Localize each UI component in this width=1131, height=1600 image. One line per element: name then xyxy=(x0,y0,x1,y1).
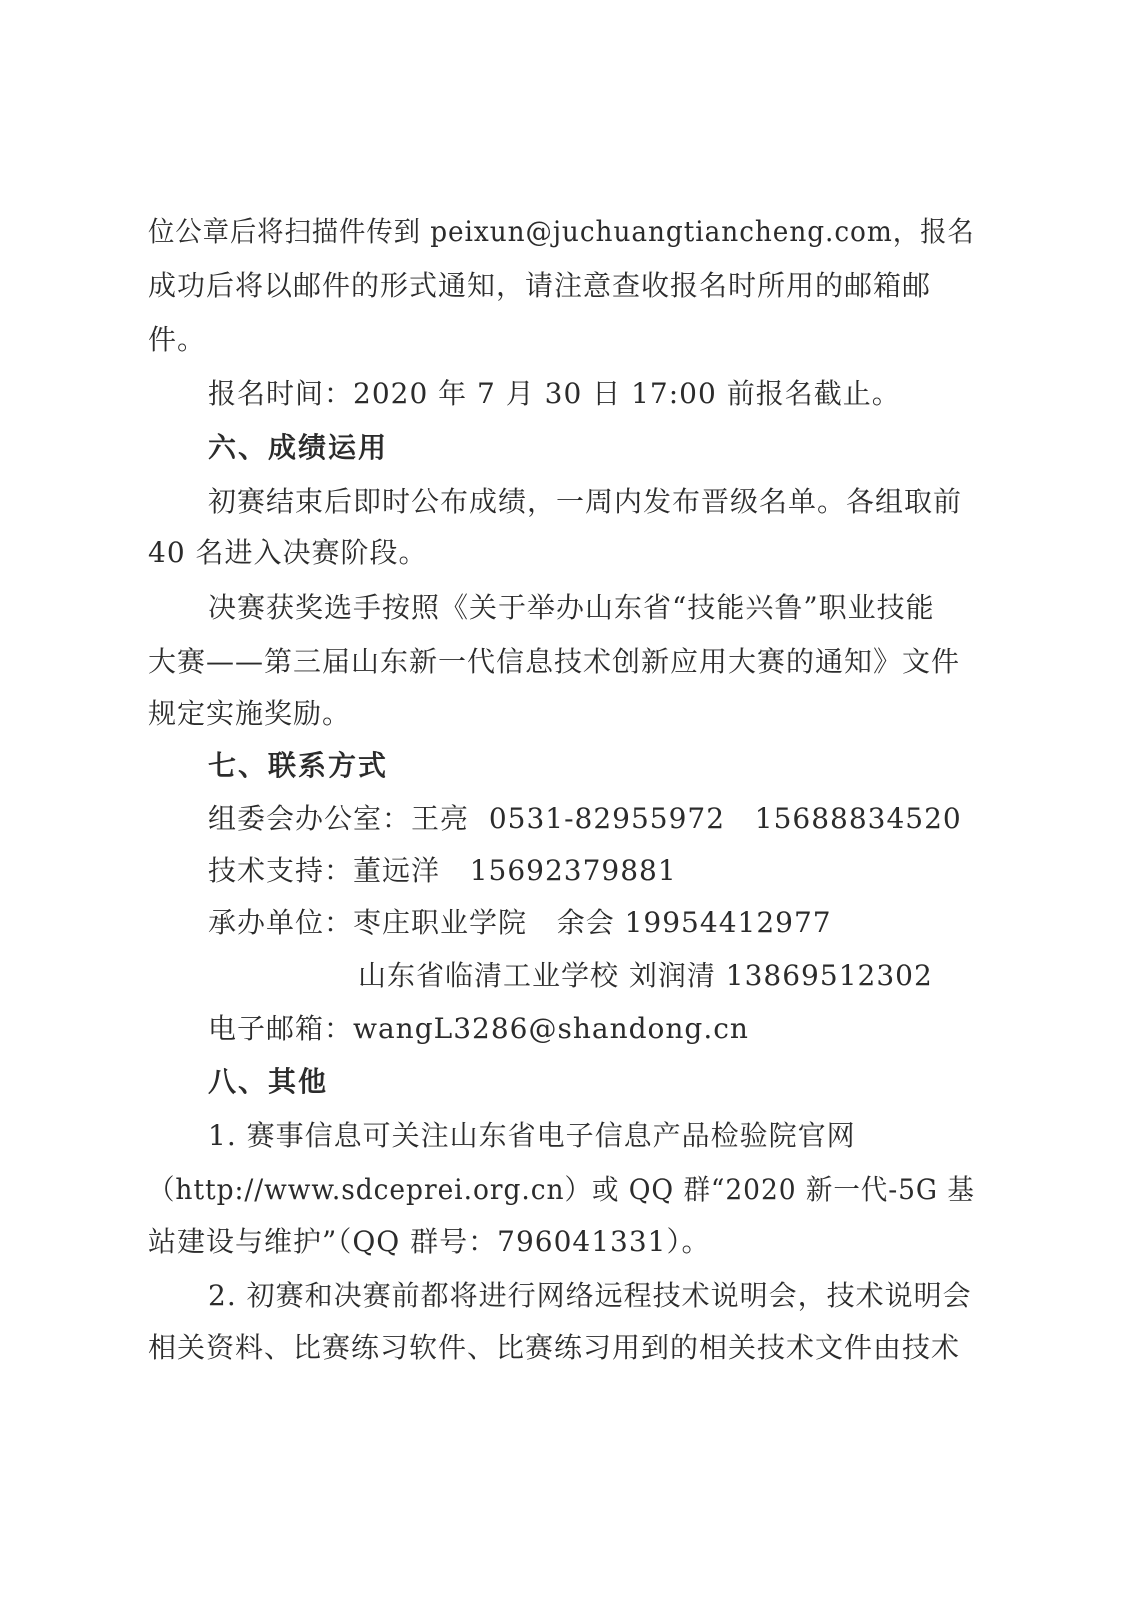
paragraph-line: 40 名进入决赛阶段。 xyxy=(148,536,428,569)
section-heading-8: 八、其他 xyxy=(208,1065,329,1098)
contact-office-value: 王亮 0531-82955972 15688834520 xyxy=(411,802,962,835)
paragraph-line: 决赛获奖选手按照《关于举办山东省“技能兴鲁”职业技能 xyxy=(208,591,935,624)
paragraph-line: 大赛——第三届山东新一代信息技术创新应用大赛的通知》文件 xyxy=(148,645,961,678)
contact-tech xyxy=(208,851,677,891)
paragraph-line: 位公章后将扫描件传到 peixun@juchuangtiancheng.com，报名 xyxy=(148,215,975,248)
contact-tech-value: 董远洋 15692379881 xyxy=(353,854,677,887)
section-heading-6: 六、成绩运用 xyxy=(208,431,389,464)
contact-email-value: wangL3286@shandong.cn xyxy=(353,1012,749,1045)
contact-email-label: 电子邮箱： xyxy=(208,1012,354,1045)
paragraph-line: 相关资料、比赛练习软件、比赛练习用到的相关技术文件由技术 xyxy=(148,1331,961,1364)
contact-email xyxy=(208,1009,749,1049)
paragraph-line: （http://www.sdceprei.org.cn）或 QQ 群“2020 新一代-5G 基 xyxy=(148,1173,975,1206)
paragraph-line: 规定实施奖励。 xyxy=(148,697,352,730)
paragraph-line: 件。 xyxy=(148,323,207,356)
contact-office xyxy=(208,799,962,839)
registration-deadline: 报名时间：2020 年 7 月 30 日 17:00 前报名截止。 xyxy=(208,377,901,410)
paragraph-line: 初赛结束后即时公布成绩，一周内发布晋级名单。各组取前 xyxy=(208,485,963,518)
contact-host-value: 枣庄职业学院 余会 19954412977 xyxy=(353,906,832,939)
paragraph-line: 站建设与维护”（QQ 群号：796041331）。 xyxy=(148,1225,711,1258)
contact-office-label: 组委会办公室： xyxy=(208,802,412,835)
paragraph-line: 1. 赛事信息可关注山东省电子信息产品检验院官网 xyxy=(208,1119,856,1152)
contact-tech-label: 技术支持： xyxy=(208,854,354,887)
section-heading-7: 七、联系方式 xyxy=(208,749,389,782)
paragraph-line: 2. 初赛和决赛前都将进行网络远程技术说明会，技术说明会 xyxy=(208,1279,972,1312)
contact-host-second: 山东省临清工业学校 刘润清 13869512302 xyxy=(358,959,933,992)
paragraph-line: 成功后将以邮件的形式通知，请注意查收报名时所用的邮箱邮 xyxy=(148,269,932,302)
contact-host xyxy=(208,903,832,943)
contact-host-label: 承办单位： xyxy=(208,906,354,939)
